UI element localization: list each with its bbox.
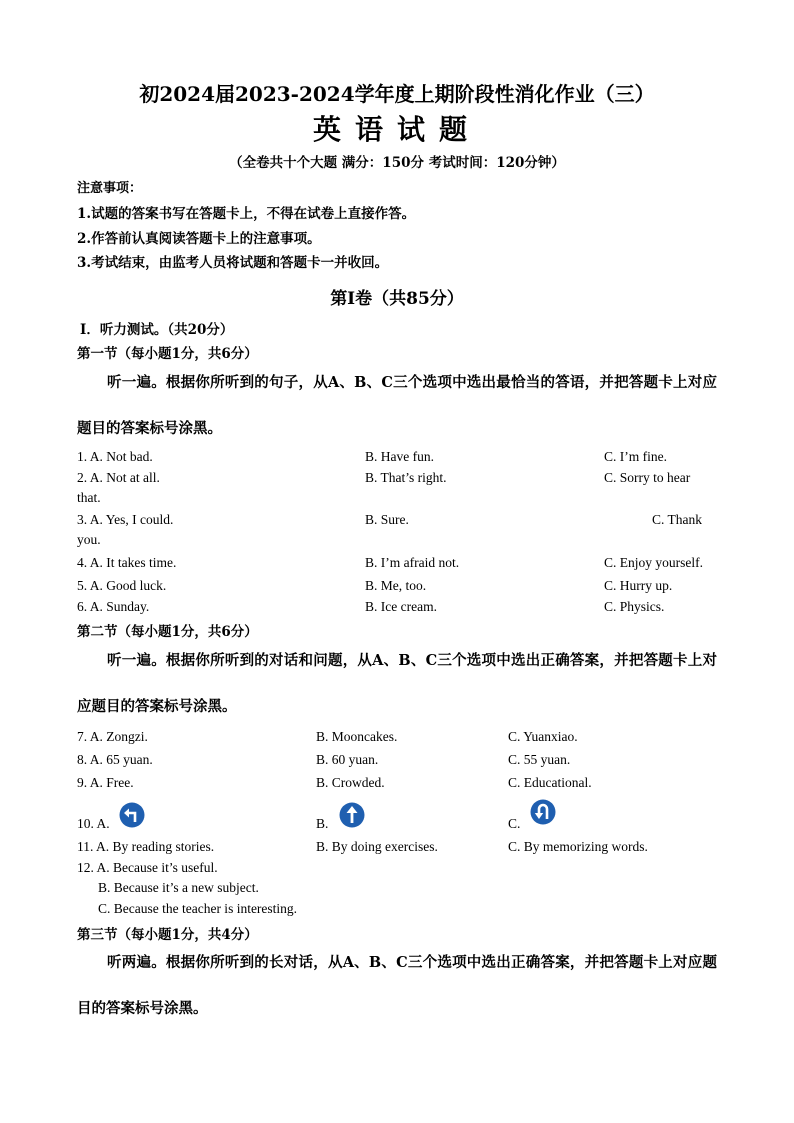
q2-option-b: B. That’s right. bbox=[365, 470, 447, 485]
q2-option-c: C. Sorry to hear bbox=[604, 470, 691, 485]
q12-option-c: C. Because the teacher is interesting. bbox=[98, 901, 298, 916]
q4-option-a: 4. A. It takes time. bbox=[77, 555, 177, 570]
go-straight-sign-icon bbox=[339, 802, 365, 828]
q7-option-a: 7. A. Zongzi. bbox=[77, 729, 148, 744]
q6-option-c: C. Physics. bbox=[604, 599, 665, 614]
q9-option-a: 9. A. Free. bbox=[77, 775, 134, 790]
section-3-instruction: 听两遍。根据你所听到的长对话，从A、B、C三个选项中选出正确答案，并把答题卡上对应题目的答案标号涂黑。 bbox=[77, 954, 717, 1017]
note-item: 3.考试结束，由监考人员将试题和答题卡一并收回。 bbox=[77, 255, 389, 271]
u-turn-sign-icon bbox=[530, 799, 556, 825]
q7-option-b: B. Mooncakes. bbox=[316, 729, 398, 744]
q12-option-a: 12. A. Because it’s useful. bbox=[77, 860, 218, 875]
q4-option-c: C. Enjoy yourself. bbox=[604, 555, 703, 570]
q5-option-a: 5. A. Good luck. bbox=[77, 578, 167, 593]
section-1-title: 第一节（每小题1分，共6分） bbox=[77, 346, 258, 362]
note-item: 1.试题的答案书写在答题卡上，不得在试卷上直接作答。 bbox=[77, 206, 416, 222]
q5-option-c: C. Hurry up. bbox=[604, 578, 673, 593]
exam-subject: 英语试题 bbox=[312, 113, 481, 146]
q2-option-c-continued: that. bbox=[77, 490, 101, 505]
q1-option-c: C. I’m fine. bbox=[604, 449, 667, 464]
q11-option-b: B. By doing exercises. bbox=[316, 839, 438, 854]
notes-heading: 注意事项： bbox=[77, 181, 143, 196]
q6-option-b: B. Ice cream. bbox=[365, 599, 437, 614]
section-2-title: 第二节（每小题1分，共6分） bbox=[77, 624, 258, 640]
q3-option-a: 3. A. Yes, I could. bbox=[77, 512, 174, 527]
q12-option-b: B. Because it’s a new subject. bbox=[98, 880, 259, 895]
exam-meta: （全卷共十个大题 满分：150分 考试时间：120分钟） bbox=[229, 155, 565, 171]
q2-option-a: 2. A. Not at all. bbox=[77, 470, 160, 485]
q4-option-b: B. I’m afraid not. bbox=[365, 555, 460, 570]
section-2-instruction: 听一遍。根据你所听到的对话和问题，从A、B、C三个选项中选出正确答案，并把答题卡上对应题目的答案标号涂黑。 bbox=[77, 652, 717, 715]
part-title: 第Ⅰ卷（共85分） bbox=[330, 289, 464, 309]
q8-option-a: 8. A. 65 yuan. bbox=[77, 752, 153, 767]
q3-option-c-continued: you. bbox=[77, 532, 101, 547]
q10-option-a: 10. A. bbox=[77, 816, 110, 831]
q6-option-a: 6. A. Sunday. bbox=[77, 599, 150, 614]
q1-option-a: 1. A. Not bad. bbox=[77, 449, 153, 464]
q5-option-b: B. Me, too. bbox=[365, 578, 427, 593]
q11-option-a: 11. A. By reading stories. bbox=[77, 839, 215, 854]
q9-option-c: C. Educational. bbox=[508, 775, 592, 790]
exam-title: 初2024届2023-2024学年度上期阶段性消化作业（三） bbox=[139, 82, 655, 106]
q9-option-b: B. Crowded. bbox=[316, 775, 385, 790]
q10-option-b: B. bbox=[316, 816, 329, 831]
q1-option-b: B. Have fun. bbox=[365, 449, 434, 464]
q8-option-b: B. 60 yuan. bbox=[316, 752, 379, 767]
q3-option-c: C. Thank bbox=[652, 512, 702, 527]
section-1-instruction: 听一遍。根据你所听到的句子，从A、B、C三个选项中选出最恰当的答语，并把答题卡上对应题目的答案标号涂黑。 bbox=[77, 374, 717, 437]
note-item: 2.作答前认真阅读答题卡上的注意事项。 bbox=[77, 231, 321, 247]
q3-option-b: B. Sure. bbox=[365, 512, 409, 527]
q7-option-c: C. Yuanxiao. bbox=[508, 729, 578, 744]
q8-option-c: C. 55 yuan. bbox=[508, 752, 571, 767]
section-listening-title: Ⅰ．听力测试。（共20分） bbox=[80, 322, 234, 338]
turn-left-sign-icon bbox=[119, 802, 145, 828]
section-3-title: 第三节（每小题1分，共4分） bbox=[77, 927, 258, 943]
q11-option-c: C. By memorizing words. bbox=[508, 839, 648, 854]
q10-option-c: C. bbox=[508, 816, 521, 831]
